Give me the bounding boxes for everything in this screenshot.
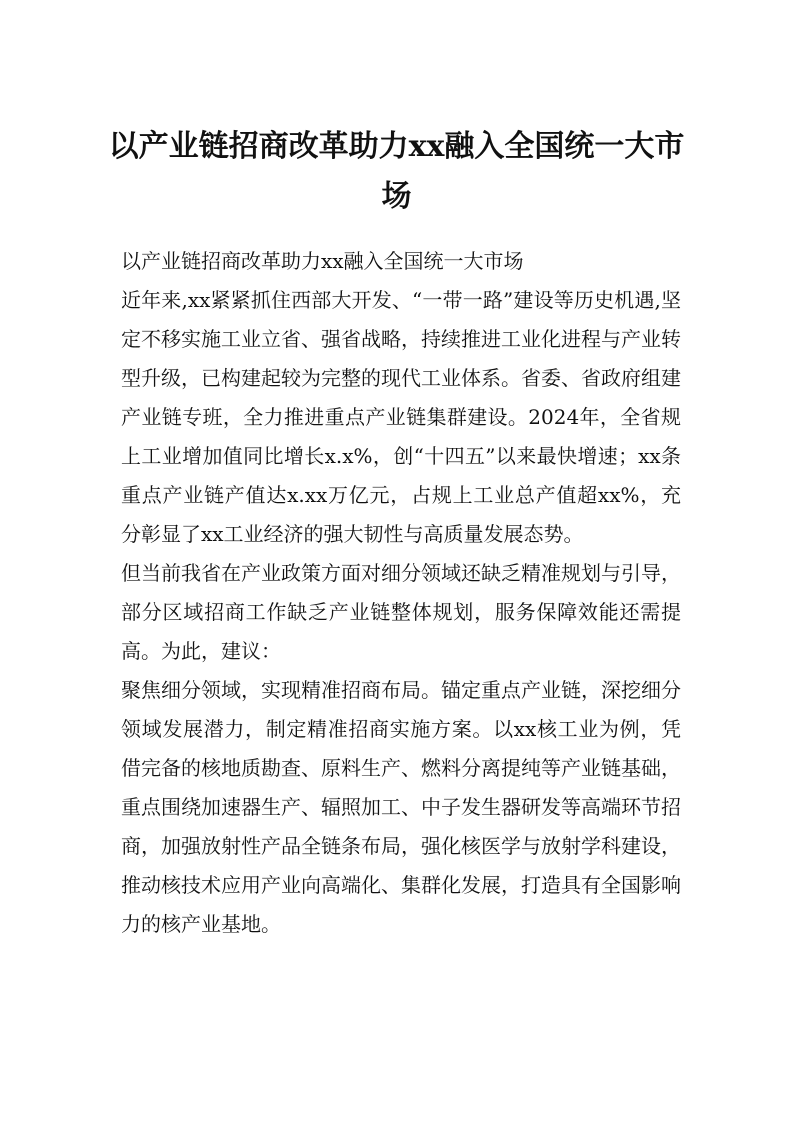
paragraph-problems: 但当前我省在产业政策方面对细分领域还缺乏精准规划与引导，部分区域招商工作缺乏产业链整体规划，服务保障效能还需提高。为此，建议： xyxy=(121,561,681,663)
paragraph-background: 近年来,xx紧紧抓住西部大开发、“一带一路”建设等历史机遇,坚定不移实施工业立省、强省战略，持续推进工业化进程与产业转型升级，已构建起较为完整的现代工业体系。省委、省政府组建产业链专班，全力推进重点产业链集群建设。2024年，全省规上工业增加值同比增长x.x%，创“十四五”以来最快增速；xx条重点产业链产值达x.xx万亿元，占规上工业总产值超xx%，充分彰显了xx工业经济的强大韧性与高质量发展态势。 xyxy=(121,288,681,546)
document-title: 以产业链招商改革助力xx融入全国统一大市场 xyxy=(108,129,685,214)
document-body xyxy=(121,242,681,944)
paragraph-suggestion: 聚焦细分领域，实现精准招商布局。锚定重点产业链，深挖细分领域发展潜力，制定精准招商实施方案。以xx核工业为例，凭借完备的核地质勘查、原料生产、燃料分离提纯等产业链基础，重点围绕加速器生产、辐照加工、中子发生器研发等高端环节招商，加强放射性产品全链条布局，强化核医学与放射学科建设，推动核技术应用产业向高端化、集群化发展，打造具有全国影响力的核产业基地。 xyxy=(121,678,681,936)
paragraph-subtitle: 以产业链招商改革助力xx融入全国统一大市场 xyxy=(121,249,524,273)
